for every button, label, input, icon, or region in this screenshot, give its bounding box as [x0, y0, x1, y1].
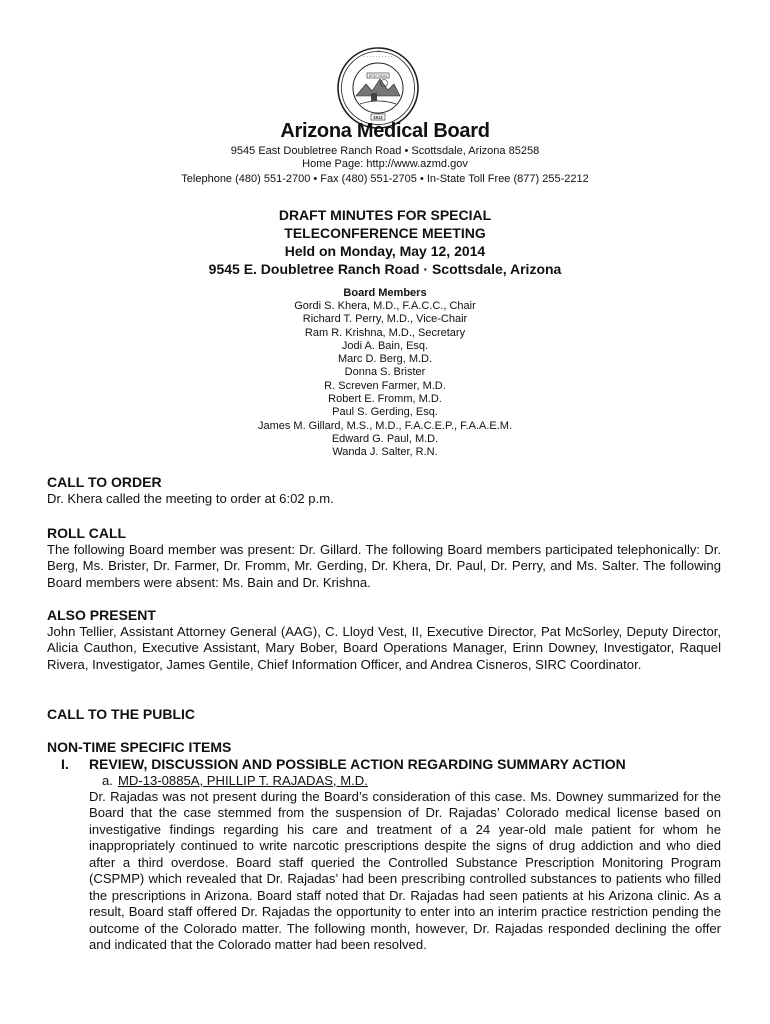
case-summary-text: Dr. Rajadas was not present during the Board’s consideration of this case. Ms. Downey summarized for the Board that the case stemmed from the suspension of Dr. Rajadas’ Colorado medical license based on investigative findings regarding his care and treatment of a 24 year-old male patient for whom he inappropriately continued to write narcotic prescriptions despite the signs of drug addiction and who died after a third overdose. Board staff queried the Controlled Substance Prescription Monitoring Program (CSPMP) which revealed that Dr. Rajadas’ had been prescribing controlled substances to patients who filled the prescriptions in Arizona. Board staff noted that Dr. Rajadas had seen patients at his Arizona clinic. As a result, Board staff offered Dr. Rajadas the opportunity to enter into an interim practice restriction pending the outcome of the Colorado matter. The following month, however, Dr. Rajadas responded declining the offer and indicated that the Colorado matter had been resolved.: [89, 788, 721, 952]
state-seal-logo: [336, 46, 420, 130]
non-time-specific-section: [47, 739, 721, 954]
board-member: Ram R. Krishna, M.D., Secretary: [304, 326, 466, 339]
section-heading: NON-TIME SPECIFIC ITEMS: [47, 739, 232, 755]
section-heading: ROLL CALL: [47, 525, 127, 541]
board-member: Gordi S. Khera, M.D., F.A.C.C., Chair: [294, 300, 476, 312]
board-members-heading: Board Members: [343, 287, 427, 299]
item-title: REVIEW, DISCUSSION AND POSSIBLE ACTION REGARDING SUMMARY ACTION: [89, 755, 626, 772]
meeting-location: 9545 E. Doubletree Ranch Road · Scottsdale, Arizona: [208, 261, 562, 277]
call-to-order-section: [47, 474, 721, 507]
item-number: I.: [61, 755, 69, 772]
organization-name: Arizona Medical Board: [280, 120, 490, 142]
board-member: Edward G. Paul, M.D.: [331, 432, 439, 445]
case-row: [47, 773, 721, 789]
also-present-section: [47, 607, 721, 673]
section-text: Dr. Khera called the meeting to order at 6:02 p.m.: [47, 490, 334, 506]
section-text: John Tellier, Assistant Attorney General (AAG), C. Lloyd Vest, II, Executive Director, Pat McSorley, Deputy Director, Alicia Cauthon, Executive Assistant, Mary Bober, Board Operations Manager, Erinn Downey, Investigator, Raquel Rivera, Investigator, James Gentile, Chief Information Officer, and Andrea Cisneros, SIRC Coordinator.: [47, 623, 721, 672]
case-letter: a.: [102, 772, 113, 788]
call-to-public-section: [47, 706, 721, 723]
board-member: Wanda J. Salter, R.N.: [332, 446, 438, 459]
section-heading: CALL TO THE PUBLIC: [47, 706, 196, 722]
roll-call-section: [47, 525, 721, 591]
case-number-link: MD-13-0885A, PHILLIP T. RAJADAS, M.D.: [118, 772, 368, 788]
svg-text:DITAT DEUS: DITAT DEUS: [368, 74, 388, 78]
board-member: Robert E. Fromm, M.D.: [328, 393, 442, 406]
section-heading: CALL TO ORDER: [47, 474, 162, 490]
board-member: R. Screven Farmer, M.D.: [324, 379, 446, 392]
meeting-date: Held on Monday, May 12, 2014: [284, 243, 486, 259]
svg-text:1912: 1912: [373, 115, 383, 120]
section-text: The following Board member was present: Dr. Gillard. The following Board members participated telephonically: Dr. Berg, Ms. Brister, Dr. Farmer, Dr. Fromm, Mr. Gerding, Dr. Khera, Dr. Paul, Dr. Perry, and Ms. Salter. The following Board members were absent: Ms. Bain and Dr. Krishna.: [47, 541, 721, 590]
board-member: Paul S. Gerding, Esq.: [332, 406, 438, 419]
board-member: Donna S. Brister: [344, 366, 426, 379]
board-member: Marc D. Berg, M.D.: [337, 353, 433, 366]
board-member: Richard T. Perry, M.D., Vice-Chair: [302, 313, 468, 326]
phone-line: Telephone (480) 551-2700 • Fax (480) 551-2705 • In-State Toll Free (877) 255-2212: [181, 173, 589, 185]
document-title-line-1: DRAFT MINUTES FOR SPECIAL: [278, 207, 492, 223]
agenda-item: [47, 756, 721, 773]
address-line: 9545 East Doubletree Ranch Road • Scottsdale, Arizona 85258: [230, 145, 540, 157]
svg-text:· · · · · · · · · ·: · · · · · · · · · ·: [363, 54, 393, 60]
homepage-line: Home Page: http://www.azmd.gov: [302, 158, 468, 170]
section-heading: ALSO PRESENT: [47, 607, 156, 623]
board-members-list: [0, 300, 770, 460]
board-member: Jodi A. Bain, Esq.: [341, 339, 429, 352]
document-title-line-2: TELECONFERENCE MEETING: [284, 225, 486, 241]
board-member: James M. Gillard, M.S., M.D., F.A.C.E.P., F.A.A.E.M.: [257, 419, 513, 432]
